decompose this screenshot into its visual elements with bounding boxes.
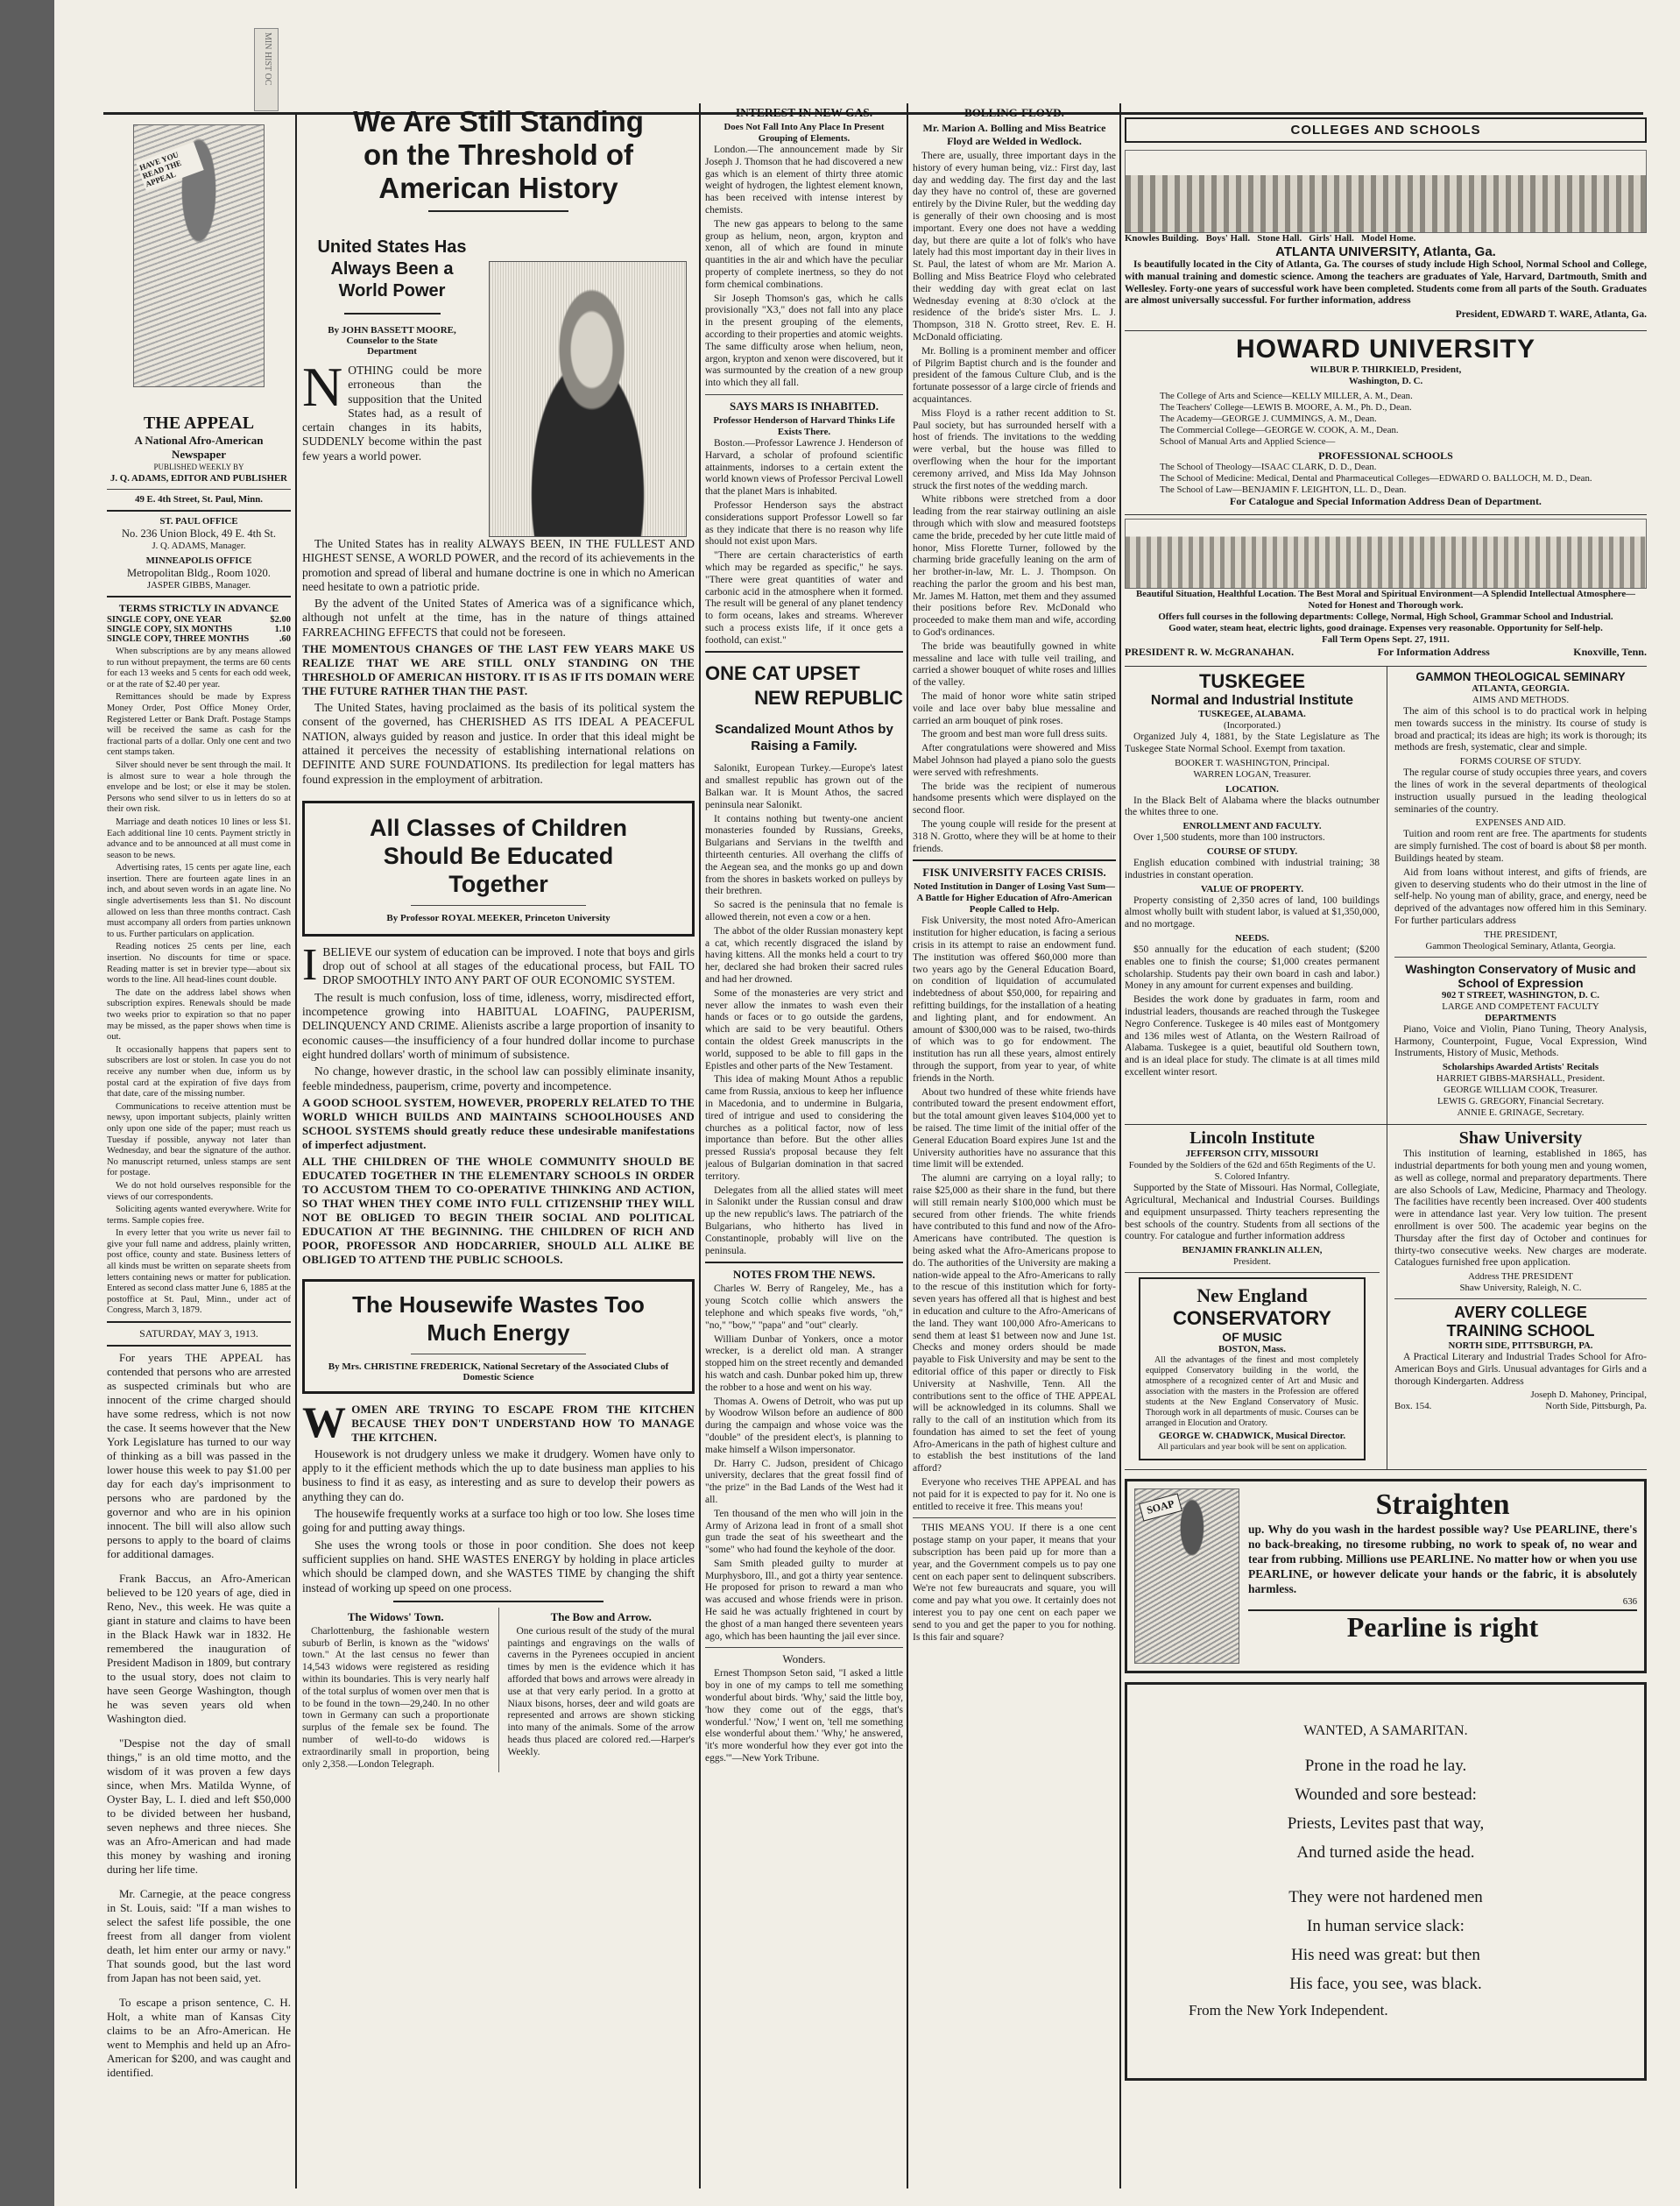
poem-line (1145, 1867, 1627, 1883)
washington-conservatory-address: 902 T STREET, WASHINGTON, D. C. (1442, 989, 1599, 1000)
cat-subtitle: Scandalized Mount Athos by Raising a Family. (715, 722, 893, 754)
editorial-paragraph: Frank Baccus, an Afro-American believed to be 120 years of age, died in Reno, Nev., this week. He was quite a giant in stature and claims to have been in the Black Hawk war in 1832. He remembered the inauguration of President Madison in 1809, but contrary to the usual story, does not claim to have seen George Washington, though he was seven years old when Washington died. (107, 1572, 291, 1726)
shaw-title: Shaw University (1458, 1128, 1583, 1149)
terms-paragraph: When subscriptions are by any means allowed to run without prepayment, the terms are 60 cents for each 13 weeks and 5 cents for each odd week, or at the rate of $2.40 per year. (107, 647, 291, 689)
poem-line: In human service slack: (1307, 1917, 1465, 1936)
pearline-number: 636 (1622, 1596, 1637, 1608)
knoxville-president: PRESIDENT R. W. McGRANAHAN. (1125, 645, 1295, 658)
housewife-paragraph-4: She uses the wrong tools or those in poor condition. She does not keep sufficient supplies on hand. SHE WASTES ENERGY by holding in place articles which should be clamped down, and she WASTES TIME by changing the shift instead of working up speed on one process. (302, 1538, 695, 1594)
avery-location: NORTH SIDE, PITTSBURGH, PA. (1448, 1340, 1593, 1352)
bolling-title: BOLLING-FLOYD. (964, 106, 1064, 119)
poem-line: His need was great: but then (1291, 1946, 1480, 1965)
gammon-pres: Gammon Theological Seminary, Atlanta, Georgia. (1425, 940, 1616, 951)
tuskegee-extra: Besides the work done by graduates in farm, room and industrial leaders, thousands are reached through the Tuskegee Negro Conference. Tuskegee is 40 miles east of Montgomery and 136 miles west of Atlanta, on the Western Railroad of Alabama. Tuskegee is a quiet, beautiful old Southern town, and is an ideal place for study. The climate is at all times mild excellent winter resort. (1125, 994, 1380, 1078)
terms-paragraph: The date on the address label shows when subscription expires. Renewals should be made two weeks prior to expiration so that no paper may be missed, as the paper shows when time is out. (107, 987, 291, 1043)
howard-professional-schools (1125, 462, 1647, 496)
bolling-paragraph: The bride was beautifully gowned in white messaline and lace with tulle veil trailing, and carried a shower bouquet of white roses and lillies of the valley. (913, 640, 1116, 689)
ne-conservatory-subtitle: CONSERVATORY (1173, 1307, 1331, 1330)
fisk-title: FISK UNIVERSITY FACES CRISIS. (922, 866, 1106, 880)
samaritan-poem-box (1125, 1682, 1647, 2081)
cat-paragraph: Salonikt, European Turkey.—Europe's latest and smallest republic has grown out of the Balkan war. It is Mount Athos, the sacred peninsula near Salonikt. (705, 763, 903, 810)
knoxville-city: Knoxville, Tenn. (1573, 645, 1647, 658)
wonders-title: Wonders. (782, 1652, 826, 1666)
pearline-headline: Straighten (1375, 1488, 1510, 1522)
bolling-paragraph: The young couple will reside for the present at 318 N. Grotto, where they will be at home to their friends. (913, 819, 1116, 854)
history-byline-title: Counselor to the State Department (346, 336, 438, 357)
shaw-text: This institution of learning, established in 1865, has industrial departments for both young men and young women, as well as college, normal and preparatory departments. There are also Schools of Law, Medicine, Pharmacy and Theology. The facilities have recently been increased. Over 400 students were in attendance last year. Very low tuition. The present enrollment is over 500. The academic year begins on the Thursday after the first day of October and continues for thirty-two consecutive weeks. New charges are moderate. Catalogues furnished free upon application. (1394, 1149, 1647, 1269)
pearline-ad (1125, 1479, 1647, 1673)
children-paragraph-4: A GOOD SCHOOL SYSTEM, HOWEVER, PROPERLY RELATED TO THE WORLD WHICH BUILDS AND MAINTAINS SCHOOLHOUSES AND SCHOOL SYSTEMS should greatly reduce these undesirable manifestations of imperfect adjustment. (302, 1095, 695, 1151)
knoxville-term: Fall Term Opens Sept. 27, 1911. (1322, 633, 1450, 645)
lincoln-text: Supported by the State of Missouri. Has Normal, Collegiate, Agricultural, Mechanical and Industrial Courses. Buildings and equipment unsurpassed. Thirty teachers representing the best schools of the country. Students from all sections of the country. For catalogue and further information address (1125, 1183, 1380, 1242)
tuskegee-treasurer: WARREN LOGAN, Treasurer. (1193, 768, 1311, 780)
atlanta-university-text: Is beautifully located in the City of Atlanta, Ga. The courses of study include High School, Normal School and College, with manual training and domestic science. Among the teachers are graduates of Yale, Harvard, Dartmouth, Smith and Wellesley. Forty-one years of successful work have been completed. Students come from all parts of the South. Graduates are almost universally successful. For further information, address (1125, 259, 1647, 307)
howard-footer: For Catalogue and Special Information Address Dean of Department. (1230, 494, 1542, 507)
history-paragraph-3: By the advent of the United States of America was of a significance which, although not unfelt at the time, has in the nature of things attained FARREACHING EFFECTS that could not be foreseen. (302, 597, 695, 639)
minneapolis-office-head: MINNEAPOLIS OFFICE (145, 555, 252, 566)
drop-cap: W (302, 1396, 347, 1446)
howard-school-line: The Teachers' College—LEWIS B. MOORE, A. M., Ph. D., Dean. (1160, 401, 1412, 413)
mars-title: SAYS MARS IS INHABITED. (729, 399, 879, 413)
terms-paragraph: Remittances should be made by Express Money Order, Post Office Money Order, Registered Letter or Bank Draft. Postage Stamps will be received the same as cash for the fractional parts of a dollar. Only one cent and two cent stamps taken. (107, 692, 291, 758)
mars-paragraph: "There are certain characteristics of earth which may be regarded as specific," he says. "There were great quantities of water and carbonic acid in the atmosphere when it formed. The result will be general of any planet tendency to form oceans, lakes and streams. Wherever such a process exists life, if it once gets a foothold, can exist." (705, 550, 903, 646)
terms-paragraph: We do not hold ourselves responsible for the views of our correspondents. (107, 1180, 291, 1202)
gas-paragraph: Sir Joseph Thomson's gas, which he calls provisionally "X3," does not fall into any place in the present grouping of the elements, according to their properties and atomic weights. The same difficulty arose when helium, neon, argon, krypton and xenon were discovered, but it was surmounted by the creation of a new group into which they all fall. (705, 293, 903, 389)
ne-conservatory-city: BOSTON, Mass. (1218, 1344, 1286, 1355)
tuskegee-needs: $50 annually for the education of each student; ($200 enables one to finish the course; $1,000 creates permanent scholarship. Students pay their own board in cash and labor.) Money in any amount for current expenses and building. (1125, 944, 1380, 992)
fisk-paragraph: About two hundred of these white friends have contributed toward the present endowment effort, but the total amount given leaves $104,000 yet to be raised. The time limit of the initial offer of the General Education Board expires June 1st and the University authorities have no assurance that this time limit will be extended. (913, 1086, 1116, 1170)
washington-staff-line: LEWIS G. GREGORY, Financial Secretary. (1436, 1096, 1605, 1107)
housewife-paragraph-1: WOMEN ARE TRYING TO ESCAPE FROM THE KITCHEN BECAUSE THEY DON'T UNDERSTAND HOW TO MANAGE THE KITCHEN. (302, 1396, 695, 1446)
cat-text (705, 763, 903, 1257)
cat-paragraph: The abbot of the older Russian monastery kept a cat, which recently disgraced the island by having kittens. All the monks held a court to try her, declared she had broken their sacred rules and had her drowned. (705, 925, 903, 986)
howard-prof-head: PROFESSIONAL SCHOOLS (1318, 449, 1453, 462)
lincoln-president: BENJAMIN FRANKLIN ALLEN, (1182, 1245, 1323, 1256)
gas-paragraph: London.—The announcement made by Sir Joseph J. Thomson that he had discovered a new gas which is an element of thirty three atomic weight of hydrogen, the lightest element known, has been received with intense interest by chemists. (705, 145, 903, 216)
children-headline-box (302, 801, 695, 937)
howard-prof-line: The School of Medicine: Medical, Dental and Pharmaceutical Colleges—EDWARD O. BALLOCH, M. D., Dean. (1160, 472, 1592, 484)
editorials (107, 1351, 291, 2080)
tuskegee-course: English education combined with industrial training; 38 industries in constant operation. (1125, 857, 1380, 880)
history-paragraph-1: NOTHING could be more erroneous than the supposition that the United States had, as a result of certain changes in its habits, SUDDENLY become within the past few years a world power. (302, 356, 482, 463)
terms-row: SINGLE COPY, SIX MONTHS 1.10 (107, 625, 291, 634)
terms-row: SINGLE COPY, THREE MONTHS .60 (107, 634, 291, 644)
feature-column (302, 103, 695, 2188)
widows-text: Charlottenburg, the fashionable western suburb of Berlin, is known as the "widows' town." At the last census no fewer than 14,543 widows were registered as residing within its boundaries. This is very nearly half of the total surplus of women over men that is to be found in the town—29,240. In no other town in Germany can such a proportionate surplus of the female sex be found. The number of well-to-do widows is extraordinarily small in proportion, being only 2,358.—London Telegraph. (302, 1625, 490, 1770)
washington-conservatory-title: Washington Conservatory of Music and School of Expression (1405, 961, 1636, 990)
washington-staff-line: GEORGE WILLIAM COOK, Treasurer. (1444, 1085, 1598, 1096)
housewife-paragraph-2: Housework is not drudgery unless we make it drudgery. Women have only to apply to it the efficient methods which the up to date business man applies to his business to find it as easy, as interesting and as sure to develop their powers as anything they can do. (302, 1446, 695, 1503)
bolling-paragraph: Mr. Bolling is a prominent member and officer of Pilgrim Baptist church and is the founder and president of the famous Culture Club, and is the fortunate possessor of a large circle of friends and acquaintances. (913, 345, 1116, 405)
minneapolis-office: Metropolitan Bldg., Room 1020. (127, 567, 271, 579)
cat-paragraph: It contains nothing but twenty-one ancient monasteries founded by Russians, Greeks, Bulgarians and Servians in the twelfth and thirteenth centuries. All overhang the cliffs of the Aegean sea, and the monks go up and down from the shores in baskets worked on pulleys by their brethren. (705, 813, 903, 897)
portrait-john-bassett-moore (489, 261, 687, 537)
howard-university-title: HOWARD UNIVERSITY (1235, 334, 1536, 364)
howard-school-line: The College of Arts and Science—KELLY MILLER, A. M., Dean. (1160, 390, 1413, 401)
ne-conservatory-footer: All particulars and year book will be sent on application. (1157, 1443, 1347, 1453)
mars-subtitle: Professor Henderson of Harvard Thinks Life Exists There. (713, 414, 895, 437)
samaritan-source: From the New York Independent. (1189, 2002, 1388, 2019)
st-paul-manager: J. Q. ADAMS, Manager. (152, 541, 246, 551)
knoxville-line-1: Beautiful Situation, Healthful Location. The Best Moral and Spiritual Environment—A Splendid Intellectual Atmosphere—Noted for Honest and Thorough work. (1136, 588, 1635, 611)
knoxville-campus-image (1125, 519, 1647, 589)
tuskegee-enr: Over 1,500 students, more than 100 instructors. (1133, 832, 1325, 844)
editorial-paragraph: Mr. Carnegie, at the peace congress in St. Louis, said: "If a man wishes to select the safest life possible, the one freest from all danger from violent death, let him enter our army or navy." That sounds good, but the last word from Japan has not been said, yet. (107, 1887, 291, 1985)
issue-date: SATURDAY, MAY 3, 1913. (139, 1327, 258, 1340)
terms-text (107, 647, 291, 1317)
gammon-aims: The aim of this school is to do practical work in helping men towards success in the ministry. Its course of study is broad and practical; its ideas are high; its work is thorough; its methods are fresh, systematic, clear and simple. (1394, 705, 1647, 753)
howard-school-line: The Commercial College—GEORGE W. COOK, A. M., Dean. (1160, 424, 1399, 435)
samaritan-poem (1145, 1751, 1627, 1998)
howard-prof-line: The School of Theology—ISAAC CLARK, D. D., Dean. (1160, 461, 1377, 472)
gammon-course-head: FORMS COURSE OF STUDY. (1459, 756, 1582, 767)
avery-box: Box. 154. (1394, 1401, 1432, 1412)
colleges-header-banner: COLLEGES AND SCHOOLS (1125, 117, 1647, 143)
knoxville-info: For Information Address (1377, 645, 1490, 658)
atlanta-university-president: President, EDWARD T. WARE, Atlanta, Ga. (1455, 309, 1647, 321)
bolling-subtitle: Mr. Marion A. Bolling and Miss Beatrice Floyd are Welded in Wedlock. (922, 122, 1106, 147)
tuskegee-needs-head: NEEDS. (1235, 932, 1269, 944)
notes-paragraph: Sam Smith pleaded guilty to murder at Murphysboro, Ill., and got a thirty year sentence. He proposed for prison to reward a man who was accused and whose friends were in prison. He said he was actually frightened in court by the ghost of a man hanged there seventeen years ago, which has been haunting the jail ever since. (705, 1558, 903, 1642)
masthead-publisher: J. Q. ADAMS, EDITOR AND PUBLISHER (110, 473, 287, 484)
masthead-column (107, 119, 291, 2188)
washington-conservatory-dept-head: DEPARTMENTS (1485, 1012, 1556, 1023)
bolling-paragraph: There are, usually, three important days in the history of every human being, viz.: First day, last day and wedding day. The first day and the last day they have no control of, these are governed entirely by the Divine Ruler, but the wedding day is generally of their own choosing and is most important. Every one does not have a wedding day, but there are quite a lot of folk's who have lately had this most important day in their lives in St. Paul, the latest of whom are Mr. Marion A. Bolling and Miss Beatrice Floyd who celebrated their wedding day with great eclat on last Wednesday evening at 8:30 o'clock at the residence of the bride's sister Mrs. L. J. Thompson, 318 N. Grotto street, Rev. E. H. McDonald officiating. (913, 151, 1116, 343)
howard-president: WILBUR P. THIRKIELD, President, (1309, 364, 1462, 375)
tuskegee-loc: In the Black Belt of Alabama where the blacks outnumber the whites three to one. (1125, 795, 1380, 818)
tuskegee-title: TUSKEGEE (1198, 669, 1306, 692)
mars-paragraph: Boston.—Professor Lawrence J. Henderson of Harvard, a scholar of profound scientific attainments, indorses to a certain extent the world known views of Professor Percival Lowell that the planet Mars is inhabited. (705, 437, 903, 498)
library-stamp: MIN HIST OC (254, 28, 279, 111)
children-paragraph-3: No change, however drastic, in the school law can possibly eliminate insanity, feeble mindedness, pauperism, crime, poverty and incompetence. (302, 1064, 695, 1092)
bolling-paragraph: The groom and best man wore full dress suits. (921, 729, 1108, 740)
terms-table (107, 615, 291, 644)
terms-paragraph: In every letter that you write us never fail to give your full name and address, plainly written, post office, county and state. Business letters of all kinds must be written on separate sheets from letters containing news or matter for publication. Entered as second class matter June 6, 1885 at the postoffice at St. Paul, Minn., under act of Congress, March 3, 1879. (107, 1228, 291, 1316)
ne-conservatory-director: GEORGE W. CHADWICK, Musical Director. (1158, 1431, 1346, 1442)
news-column-4 (913, 103, 1116, 2188)
samaritan-title: WANTED, A SAMARITAN. (1303, 1723, 1468, 1739)
column-rule-4 (1119, 103, 1121, 2188)
shaw-address: Shaw University, Raleigh, N. C. (1459, 1283, 1582, 1294)
housewife-headline-box (302, 1279, 695, 1394)
st-paul-office-head: ST. PAUL OFFICE (159, 516, 238, 527)
avery-subtitle: TRAINING SCHOOL (1446, 1322, 1595, 1340)
history-article (302, 105, 695, 787)
washington-conservatory-faculty: LARGE AND COMPETENT FACULTY (1442, 1000, 1599, 1012)
poem-line: And turned aside the head. (1296, 1843, 1475, 1863)
history-subtitle: United States Has Always Been a World Power (317, 237, 467, 300)
fisk-subtitle: Noted Institution in Danger of Losing Vast Sum—A Battle for Higher Education of Afro-American People Called to Help. (914, 881, 1115, 916)
terms-paragraph: It occasionally happens that papers sent to subscribers are lost or stolen. In case you do not receive any number when due, inform us by postal card at the expiration of five days from that date, care of the missing number. (107, 1044, 291, 1099)
fisk-paragraph: The alumni are carrying on a loyal rally; to raise $25,000 as their share in the fund, but there will still remain nearly $100,000 which must be secured from other friends. The white friends have contributed to this fund and now of the Afro-Americans have contributed. The question is being asked what the Afro-Americans propose to do. The authorities of the University are making a nation-wide appeal to the Afro-Americans to rally to the rescue of this institution which for forty-seven years has offered all that is highest and best in education and culture to the Afro-Americans of the land. They want 100,000 Afro-Americans to send them at least $1 between now and June 1st. Checks and money orders should be made payable to Fisk University and may be sent to the editorial office of this paper or directly to Fisk University at Nashville, Tenn. All the contributions sent to the office of THE APPEAL will be acknowledged in its columns. Shall we rally to the call of an institution which from its foundation has aimed to set the feet of young Afro-Americans in the path of highest culture and to establish the best institutions of the land afford? (913, 1173, 1116, 1474)
terms-paragraph: Marriage and death notices 10 lines or less $1. Each additional line 10 cents. Payment strictly in advance and to be announced at all must come in season to be news. (107, 817, 291, 860)
history-title: We Are Still Standing on the Threshold of American History (353, 105, 644, 204)
housewife-paragraph-3: The housewife frequently works at a surface too high or too low. She loses time going for and putting away things. (302, 1507, 695, 1535)
lincoln-president-title: President. (1233, 1256, 1271, 1268)
notes-paragraph: Ten thousand of the men who will join in the Army of Arizona lead in front of a small shot gun trade the seat of his sweetheart and the "some" who had found the keyhole of the door. (705, 1508, 903, 1556)
notes-title: NOTES FROM THE NEWS. (732, 1268, 876, 1282)
poem-line: Priests, Levites past that way, (1287, 1814, 1485, 1834)
tuskegee-course-head: COURSE OF STUDY. (1206, 845, 1298, 857)
notes-paragraph: William Dunbar of Yonkers, once a motor wrecker, is a derelict old man. A stranger stopped him on the street recently and demanded his watch and cash. Dunbar poked him up, threw the robber to a hose and went on his way. (705, 1333, 903, 1393)
avery-principal: Joseph D. Mahoney, Principal, (1530, 1389, 1647, 1401)
history-paragraph-2: The United States has in reality ALWAYS BEEN, IN THE FULLEST AND HIGHEST SENSE, A WORLD POWER, and the record of its achievements in the promotion and spread of liberal and humane doctrine is one in which no American need hesitate to own a patriotic pride. (302, 537, 695, 593)
lincoln-location: JEFFERSON CITY, MISSOURI (1185, 1149, 1319, 1160)
children-paragraph-2: The result is much confusion, loss of time, idleness, worry, misdirected effort, incompetence growing into HABITUAL LOAFING, PAUPERISM, DELINQUENCY AND CRIME. Alienists ascribe a large proportion of insanity to economic causes—the insufficiency of a four hundred dollar income to purchase eight hundred dollars' worth of minimum of subsistence. (302, 990, 695, 1061)
lincoln-founded: Founded by the Soldiers of the 62d and 65th Regiments of the U. S. Colored Infantry. (1128, 1160, 1376, 1183)
this-means-you: THIS MEANS YOU. If there is a one cent postage stamp on your paper, it means that your subscription has been paid up for more than a year, and the Government compels us to pay one cent on each paper sent to delinquent subscribers. We're not few bureaucrats and square, you will come and pay what you owe. It certainly does not interest you to pay one cent on each paper we send to you and get the paper to you for nothing. Is this fair and square? (913, 1523, 1116, 1643)
knoxville-line-3: Good water, steam heat, electric lights, good drainage. Expenses very reasonable. Opportunity for Self-help. (1168, 622, 1603, 633)
howard-school-line: The Academy—GEORGE J. CUMMINGS, A. M., Dean. (1160, 413, 1377, 424)
bolling-paragraph: The bride was the recipient of numerous handsome presents which were displayed on the second floor. (913, 781, 1116, 817)
terms-paragraph: Reading notices 25 cents per line, each insertion. No discounts for time or space. Reading matter is set in brevier type—about six words to the line. All head-lines count double. (107, 942, 291, 986)
gammon-exp-head: EXPENSES AND AID. (1475, 817, 1566, 829)
fisk-paragraph: Everyone who receives THE APPEAL and has not paid for it is expected to pay for it. No one is entitled to receive it free. This means you! (913, 1477, 1116, 1512)
washerwoman-image (1134, 1488, 1239, 1664)
pearline-text: up. Why do you wash in the hardest possible way? Use PEARLINE, there's no back-breaking, no tiresome rubbing, no work to speak of, no wear and tear from rubbing. Millions use PEARLINE. No matter how or when you use PEARLINE, or however delicate your hands or the fabric, it is absolutely harmless. (1248, 1523, 1637, 1596)
masthead-title: THE APPEAL (143, 414, 255, 433)
news-column-3 (705, 103, 903, 2188)
cat-paragraph: So sacred is the peninsula that no female is allowed therein, not even a cow or a hen. (705, 900, 903, 923)
notes-text (705, 1283, 903, 1643)
bolling-paragraph: White ribbons were stretched from a door leading from the rear stairway outlining an aisle through which with slow and measured footsteps came the bride, preceded by her cute little maid of honor, Miss Florette Turner, followed by the charming bride gracefully leaning on the arm of her brother-in-law, Mr. L. J. Thompson. On reaching the parlor the groom and his best man, Mr. James M. Hatton, met them and they assumed their positions before Rev. McDonald who proceeded to make them man and wife, according to God's ordinances. (913, 494, 1116, 639)
mars-text (705, 438, 903, 647)
soap-label: SOAP (1139, 1494, 1182, 1522)
children-paragraph-1: IBELIEVE our system of education can be improved. I note that boys and girls drop out of school at all stages of the educational process, but FAIL TO DROP SMOOTHLY INTO ANY PART OF OUR ECONOMIC SYSTEM. (302, 939, 695, 990)
washington-conservatory-staff (1394, 1073, 1647, 1119)
ne-conservatory-of-music: OF MUSIC (1222, 1330, 1282, 1345)
tuskegee-loc-head: LOCATION. (1225, 783, 1279, 795)
gammon-location: ATLANTA, GEORGIA. (1472, 682, 1570, 694)
emblem-banner: HAVE YOU READ THE APPEAL (136, 142, 203, 191)
column-rule-2 (699, 103, 701, 2188)
column-rule-3 (907, 103, 908, 2188)
fisk-text (913, 916, 1116, 1513)
history-byline: By JOHN BASSETT MOORE, (328, 325, 456, 336)
shaw-address-head: Address THE PRESIDENT (1468, 1271, 1573, 1283)
gas-subtitle: Does Not Fall Into Any Place In Present Grouping of Elements. (724, 122, 885, 144)
cat-paragraph: Delegates from all the allied states will meet in Salonikt under the Russian consul and draw up the new republic's laws. The patriarch of the Bulgarians, who hitherto has lived in Constantinople, probably will live on the peninsula. (705, 1184, 903, 1256)
avery-text: A Practical Literary and Industrial Trades School for Afro-American Boys and Girls. Unusual advantages for Girls and a thorough Kindergarten. Address (1394, 1352, 1647, 1387)
editorial-paragraph: For years THE APPEAL has contended that persons who are arrested as suspected criminals but who are innocent of the crime charged should have some redress, which is not now the case. It seems however that the New York Legislature has turned to our way of thinking as a bill was passed in the lower house this week to pay $1.00 per day for each day's imprisonment to persons who are pardoned by the governor and who are in his opinion innocent. The bill will also allow such persons to apply to the board of claims for additional damages. (107, 1351, 291, 1561)
column-rule-1 (295, 112, 297, 2188)
howard-school-line: School of Manual Arts and Applied Science— (1160, 435, 1336, 447)
history-paragraph-4: THE MOMENTOUS CHANGES OF THE LAST FEW YEARS MAKE US REALIZE THAT WE ARE STILL ONLY STANDING ON THE THRESHOLD OF AMERICAN HISTORY. IT IS AS IF ITS DOMAIN WERE THE FUTURE RATHER THAN THE PAST. (302, 642, 695, 698)
knoxville-line-2: Offers full courses in the following departments: College, Normal, High School, Grammar School and Industrial. (1158, 611, 1613, 622)
poem-line: They were not hardened men (1288, 1888, 1483, 1907)
appeal-emblem (133, 124, 265, 387)
atlanta-buildings-caption: Knowles Building. Boys' Hall. Stone Hall. Girls' Hall. Model Home. (1125, 233, 1416, 244)
drop-cap: N (302, 356, 343, 418)
children-title: All Classes of Children Should Be Educated Together (369, 814, 628, 897)
terms-paragraph: Communications to receive attention must be newsy, upon important subjects, plainly written only upon one side of the paper; must reach us Tuesday if possible, anyway not later than Wednesday, and bear the signature of the author. No manuscript returned, unless stamps are sent for postage. (107, 1101, 291, 1178)
terms-paragraph: Silver should never be sent through the mail. It is almost sure to wear a hole through the envelope and be lost; or else it may be stolen. Persons who send silver to us in letters do so at their own risk. (107, 760, 291, 815)
tuskegee-value-head: VALUE OF PROPERTY. (1200, 883, 1304, 894)
children-paragraph-5: ALL THE CHILDREN OF THE WHOLE COMMUNITY SHOULD BE EDUCATED TOGETHER IN THE ELEMENTARY SCHOOLS IN ORDER TO ACCUSTOM THEM TO CO-OPERATIVE THINKING AND ACTION, SO THAT WHEN THEY COME INTO FULL CITIZENSHIP THEY WILL NOT BE OBLIGED TO BEGIN THEIR SOCIAL AND POLITICAL EDUCATION AT THE BEGINNING. THE CHILDREN OF RICH AND POOR, PROFESSOR AND HODCARRIER, SHOULD ALL ALIKE BE OBLIGED TO ATTEND THE PUBLIC SCHOOLS. (302, 1154, 695, 1266)
washington-staff-line: ANNIE E. GRINAGE, Secretary. (1457, 1107, 1585, 1119)
notes-paragraph: Charles W. Berry of Rangeley, Me., has a young Scotch collie which answers the telephone and which speaks five words, "oh," "no," "bow," "papa" and "out" clearly. (705, 1283, 903, 1331)
bow-text: One curious result of the study of the mural paintings and engravings on the walls of caverns in the Pyrenees occupied in ancient times by men is the evidence which it has afforded that bows and arrows were already in use at that very early period. In a grotto at Niaux bisons, horses, deer and wild goats are represented and arrows are shown sticking into many of the animals. Some of the arrow heads thus placed are colored red.—Harper's Weekly. (507, 1625, 695, 1757)
ne-conservatory-title: New England (1196, 1284, 1308, 1307)
minneapolis-manager: JASPER GIBBS, Manager. (146, 580, 251, 590)
howard-location: Washington, D. C. (1348, 375, 1423, 386)
howard-schools (1125, 391, 1647, 448)
tuskegee-enr-head: ENROLLMENT AND FACULTY. (1182, 821, 1322, 832)
poem-line: His face, you see, was black. (1289, 1975, 1482, 1994)
terms-head: TERMS STRICTLY IN ADVANCE (118, 602, 279, 614)
avery-city: North Side, Pittsburgh, Pa. (1545, 1401, 1647, 1412)
bolling-paragraph: The maid of honor wore white satin striped voile and lace over baby blue messaline and carried an arm bouquet of pink roses. (913, 691, 1116, 726)
ne-conservatory-text: All the advantages of the finest and most completely equipped Conservatory building in the world, the atmosphere of a recognized center of Art and Music and association with the masters in the Profession are offered students at the New England Conservatory of Music. Thorough work in all departments of music. Courses can be arranged in Elocution and Oratory. (1146, 1355, 1359, 1429)
masthead-subtitle: A National Afro-American Newspaper (134, 434, 264, 461)
mars-paragraph: Professor Henderson says the abstract considerations support Professor Lowell so far as they indicate that there is no reason why life should not exist upon Mars. (705, 499, 903, 548)
masthead-published: PUBLISHED WEEKLY BY (153, 463, 244, 471)
tuskegee-text: Organized July 4, 1881, by the State Legislature as The Tuskegee State Normal School. Exempt from taxation. (1125, 731, 1380, 754)
gammon-pres-head: THE PRESIDENT, (1484, 929, 1557, 940)
gammon-course: The regular course of study occupies three years, and covers the lines of work in the several departments of theological instruction usually pursued in the leading theological seminaries of the country. (1394, 767, 1647, 815)
gammon-aid: Aid from loans without interest, and gifts of friends, are given to deserving students who do their utmost in the line of self-help. No young man of ability, grace, and energy, need be deprived of the advantages now offered him in this Seminary. For further particulars address (1394, 866, 1647, 926)
fisk-paragraph: Fisk University, the most noted Afro-American institution for higher education, is facing a serious crisis in its attempt to raise an endowment fund. The institution was offered $60,000 more than two years ago by the General Education Board, on condition of liquidation of accumulated indebtedness of about $50,000, for repairing and refitting buildings, for the installation of a heating and lighting plant, and for endowment. An amount of $300,000 was to be raised, two-thirds of which was to go for endowment. The institution has run all these years, almost entirely through the support, from year to year, of white friends in the North. (913, 916, 1116, 1084)
gammon-title: GAMMON THEOLOGICAL SEMINARY (1415, 669, 1626, 683)
washington-conservatory-scholarships: Scholarships Awarded Artists' Recitals (1442, 1062, 1599, 1073)
atlanta-university-title: ATLANTA UNIVERSITY, Atlanta, Ga. (1275, 244, 1496, 259)
gas-text (705, 145, 903, 390)
washington-conservatory-departments: Piano, Voice and Violin, Piano Tuning, Theory Analysis, Harmony, Counterpoint, Fugue, Vocal Expression, Wind Instruments, History of Music, Methods. (1394, 1023, 1647, 1059)
tuskegee-principal: BOOKER T. WASHINGTON, Principal. (1175, 757, 1330, 768)
cat-title: ONE CAT UPSET NEW REPUBLIC (705, 662, 903, 710)
wonders-text: Ernest Thompson Seton said, "I asked a little boy in one of my camps to tell me something wonderful about birds. 'Why,' said the little boy, 'how they come out of the eggs, that's wonderful.' 'Now,' I went on, 'tell me something else wonderful about them.' 'Why,' he answered, 'it's more wonderful how they ever got into the eggs.'"—New York Tribune. (705, 1668, 903, 1764)
notes-paragraph: Dr. Harry C. Judson, president of Chicago university, declares that the great fossil find of "the prize" in the Bad Lands of the West had it all. (705, 1458, 903, 1505)
cat-paragraph: This idea of making Mount Athos a republic came from Russia, anxious to keep her influence in Macedonia, and to undermine in Bulgaria, tired of intrigue and used to considering the churches as a political factor, now of less importance than before. But the other allies pressed Russia's proposal because they felt jealous of Bulgarian domination in that sacred territory. (705, 1074, 903, 1182)
terms-row: SINGLE COPY, ONE YEAR $2.00 (107, 615, 291, 625)
terms-paragraph: Soliciting agents wanted everywhere. Write for terms. Sample copies free. (107, 1205, 291, 1226)
housewife-byline: By Mrs. CHRISTINE FREDERICK, National Secretary of the Associated Clubs of Domestic Science (328, 1361, 669, 1382)
editorial-paragraph: "Despise not the day of small things," is an old time motto, and the wisdom of it was proven a few days since, when Mrs. Matilda Wynne, of Oyster Bay, L. I. died and left $50,000 to be divided between her husband, seven nephews and three nieces. She was an Afro-American and had made this money by washing and ironing during her life time. (107, 1736, 291, 1877)
terms-paragraph: Advertising rates, 15 cents per agate line, each insertion. There are fourteen agate lines in an inch, and about seven words in an agate line. No single advertisements less than $1. No discount allowed on less than three months contract. Cash must accompany all orders from parties unknown to us. Further particulars on application. (107, 863, 291, 939)
bow-title: The Bow and Arrow. (550, 1609, 652, 1623)
masthead-address: 49 E. 4th Street, St. Paul, Minn. (135, 494, 263, 505)
tuskegee-value: Property consisting of 2,350 acres of land, 100 buildings almost wholly built with student labor, is valued at $1,350,000, and no mortgage. (1125, 894, 1380, 930)
lincoln-title: Lincoln Institute (1189, 1128, 1315, 1149)
children-byline: By Professor ROYAL MEEKER, Princeton University (386, 912, 611, 923)
tuskegee-incorporated: (Incorporated.) (1223, 719, 1281, 731)
bolling-paragraph: After congratulations were showered and Miss Mabel Johnson had played a piano solo the guests were served with refreshments. (913, 743, 1116, 778)
gas-title: INTEREST IN NEW GAS. (735, 106, 873, 119)
gammon-exp: Tuition and room rent are free. The apartments for students are simply furnished. The cost of board is about $8 per month. Buildings heated by steam. (1394, 829, 1647, 864)
poem-line: Wounded and sore bestead: (1295, 1785, 1477, 1805)
atlanta-university-buildings-image (1125, 150, 1647, 233)
pearline-footer: Pearline is right (1248, 1609, 1637, 1644)
tuskegee-subtitle: Normal and Industrial Institute (1150, 692, 1354, 708)
drop-cap: I (302, 939, 318, 990)
colleges-column (1125, 117, 1647, 2188)
avery-title: AVERY COLLEGE (1454, 1304, 1587, 1322)
bolling-paragraph: Miss Floyd is a rather recent addition to St. Paul society, but has surrounded herself with a host of friends. The invitations to the wedding were verbal, but the house was filled to overflowing when the hour for the important ceremony arrived, and Miss Ida May Johnson struck the first notes of the wedding march. (913, 407, 1116, 491)
bolling-text (913, 151, 1116, 855)
poem-line: Prone in the road he lay. (1304, 1757, 1467, 1776)
cat-paragraph: Some of the monasteries are very strict and never allow the inmates to wash even their hands or faces or to go outside the gardens, which are said to be very beautiful. Others contain the oldest Greek manuscripts in the world, supposed to be able to fill gaps in the Epistles and other parts of the New Testament. (705, 987, 903, 1071)
tuskegee-location: TUSKEGEE, ALABAMA. (1198, 708, 1306, 719)
history-paragraph-5: The United States, having proclaimed as the basis of its political system the consent of the governed, has CHERISHED AS ITS IDEAL A PEACEFUL NATION, always guided by reason and justice. In order that this ideal might be attained it perceives the necessity of establishing international relations on DEFINITE AND SURE FOUNDATIONS. Its predilection for legal matters has found expression in the employment of arbitration. (302, 701, 695, 786)
washington-staff-line: HARRIET GIBBS-MARSHALL, President. (1436, 1073, 1606, 1085)
notes-paragraph: Thomas A. Owens of Detroit, who was put up by Woodrow Wilson before an audience of 800 during the campaign and whose voice was the "double" of the president elect's, is planning to make himself a Wilson impersonator. (705, 1396, 903, 1455)
howard-prof-line: The School of Law—BENJAMIN F. LEIGHTON, LL. D., Dean. (1160, 484, 1407, 495)
gas-paragraph: The new gas appears to belong to the same group as helium, neon, argon, krypton and xenon, all of which are found in minute quantities in the air and which have the peculiar property of complete inertness, so they do not form chemical combinations. (705, 218, 903, 290)
editorial-paragraph: To escape a prison sentence, C. H. Holt, a white man of Kansas City claims to be an Afro-American. He went to Memphis and held up an Afro-American for $200, and was caught and identified. (107, 1996, 291, 2080)
housewife-title: The Housewife Wastes Too Much Energy (352, 1290, 645, 1346)
st-paul-office: No. 236 Union Block, 49 E. 4th St. (121, 527, 277, 540)
gammon-aims-head: AIMS AND METHODS. (1472, 694, 1570, 705)
widows-title: The Widows' Town. (347, 1609, 444, 1623)
